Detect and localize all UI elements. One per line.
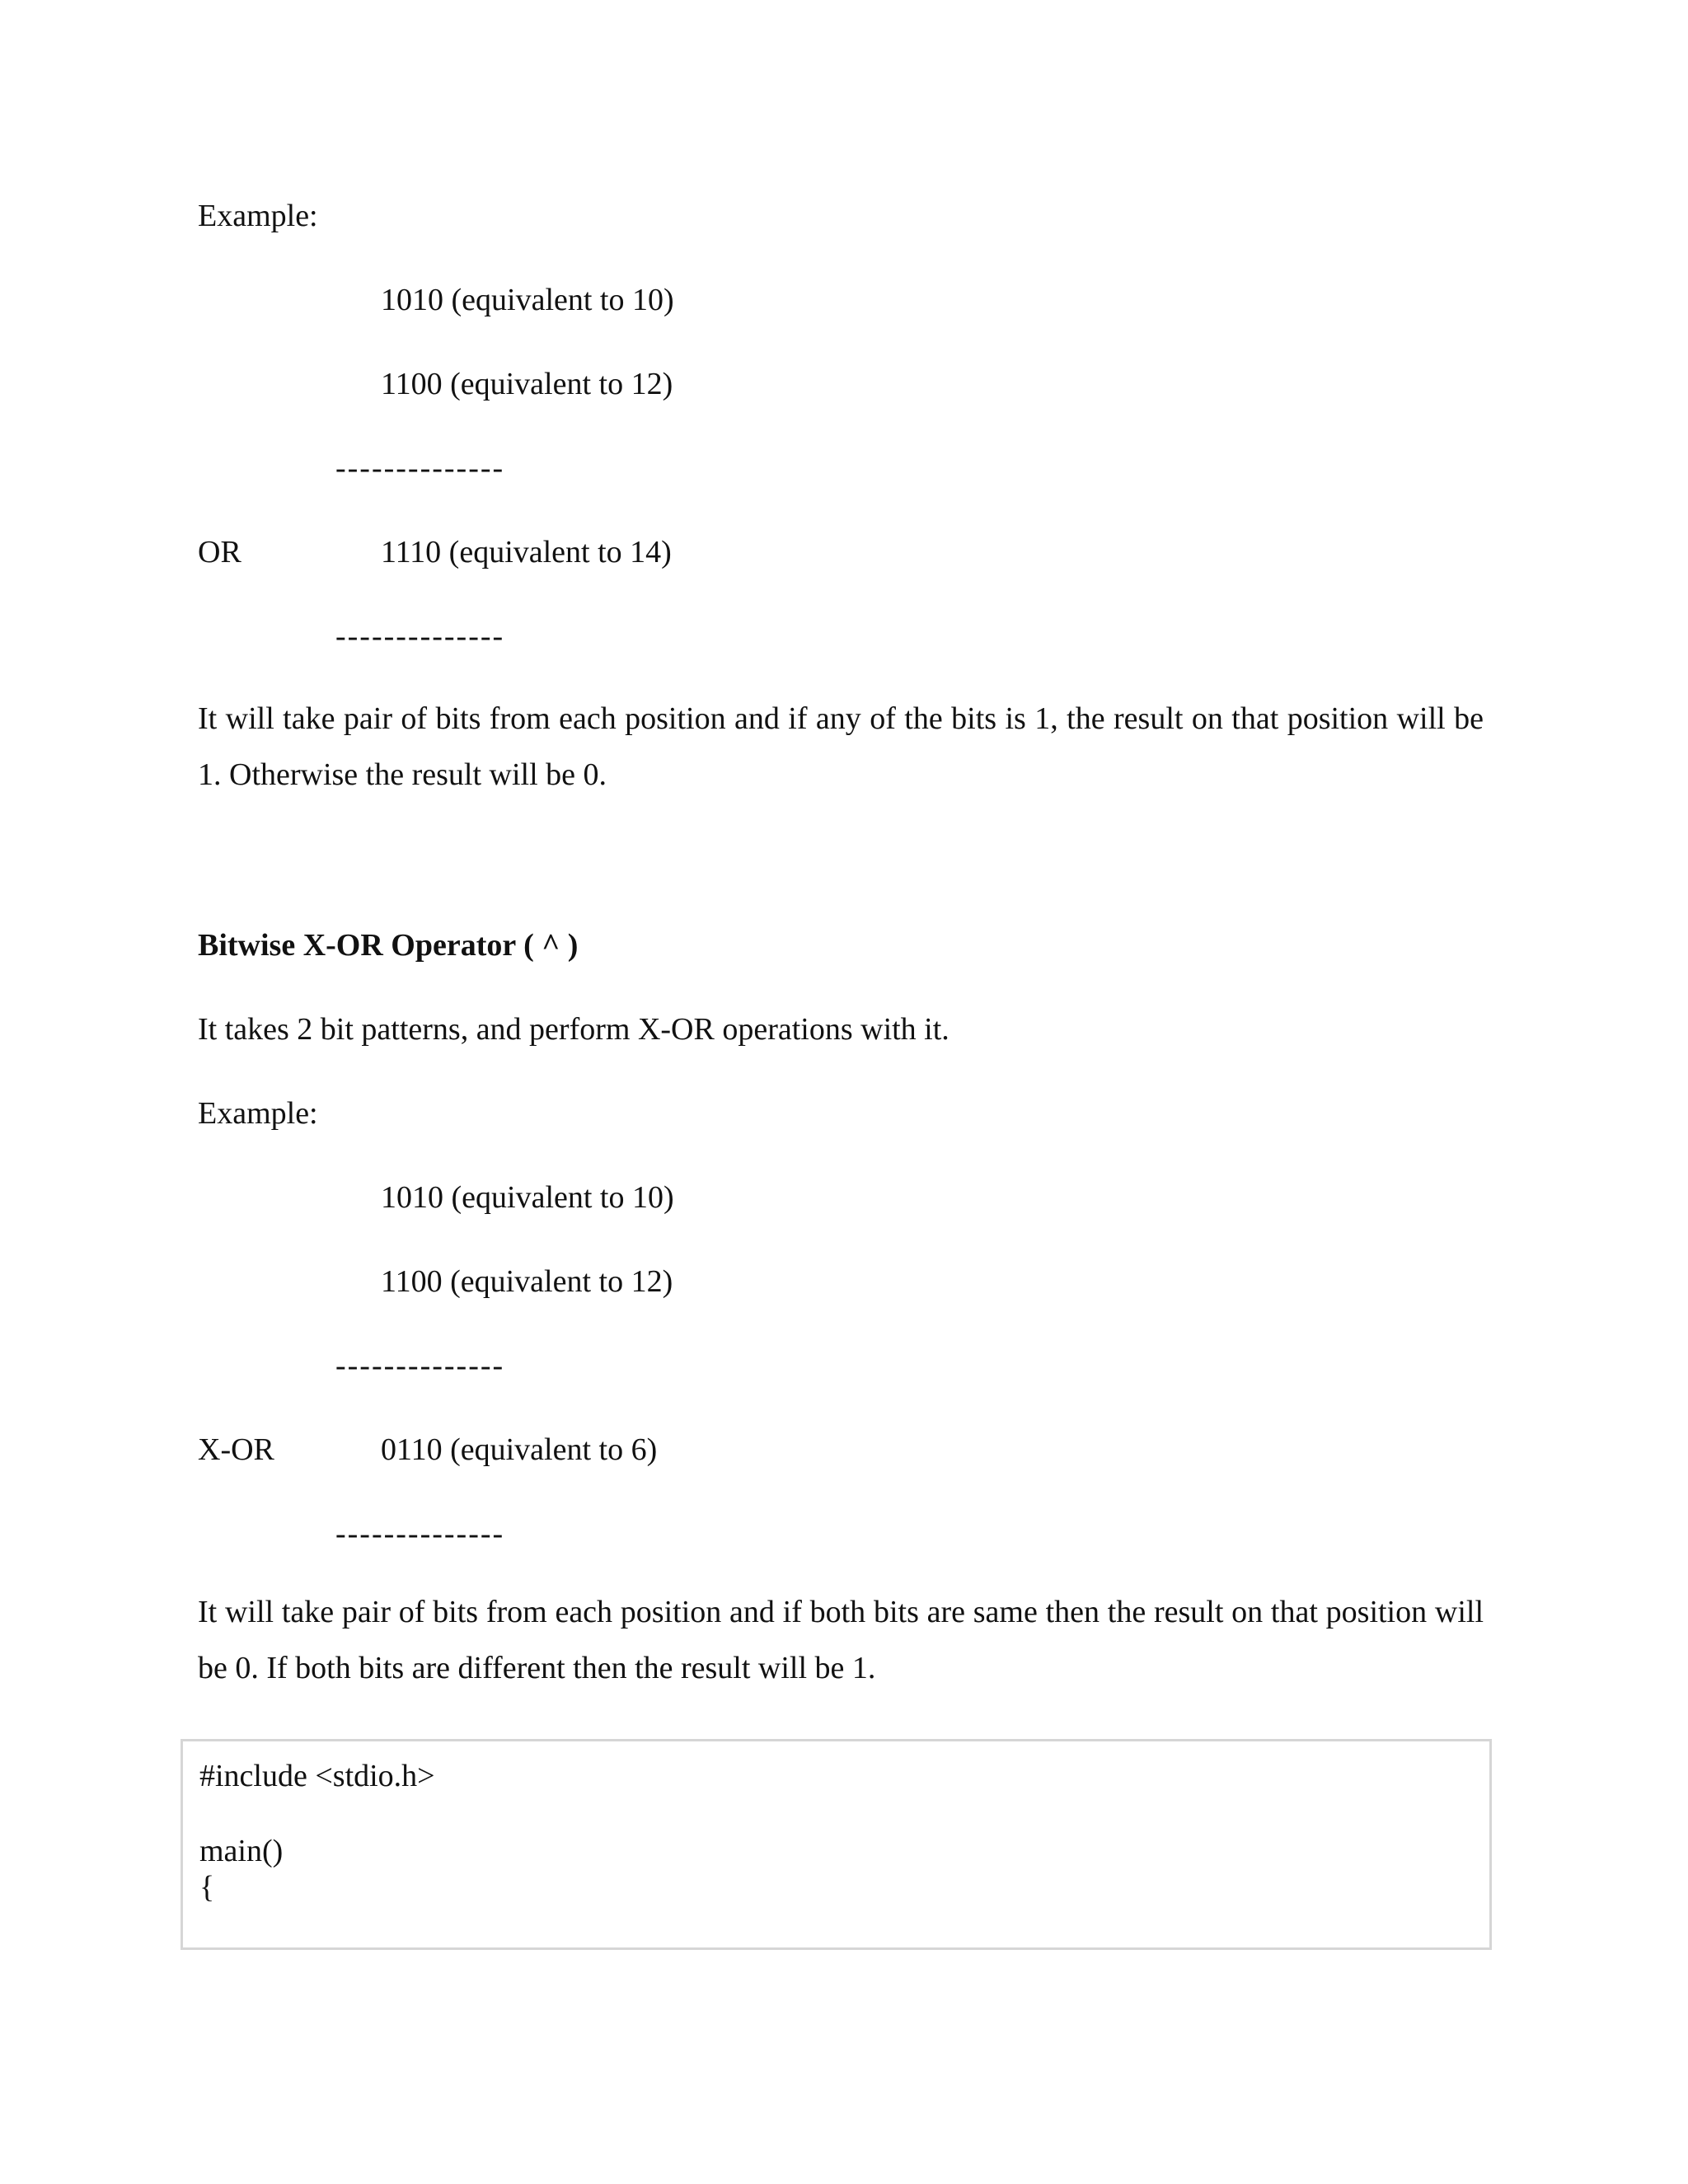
or-divider-top: --------------	[335, 451, 505, 485]
or-operator-label: OR	[198, 535, 241, 569]
xor-result: 0110 (equivalent to 6)	[381, 1432, 658, 1467]
xor-operand-2: 1100 (equivalent to 12)	[381, 1264, 673, 1299]
or-divider-bottom: --------------	[335, 619, 505, 654]
xor-explanation	[198, 1584, 1484, 1696]
xor-example-label: Example:	[198, 1096, 318, 1131]
code-line-include: #include <stdio.h>	[199, 1759, 435, 1793]
or-example-label: Example:	[198, 199, 318, 233]
xor-divider-bottom: --------------	[335, 1516, 505, 1551]
xor-operator-label: X-OR	[198, 1432, 274, 1467]
code-block	[181, 1739, 1492, 1950]
or-explanation-text: It will take pair of bits from each position and if any of the bits is 1, the result on that position will be 1. Otherwise the result will be 0.	[198, 701, 1484, 792]
code-line-open-brace: {	[199, 1870, 215, 1905]
or-operand-2: 1100 (equivalent to 12)	[381, 367, 673, 401]
or-operand-1: 1010 (equivalent to 10)	[381, 283, 674, 317]
code-line-main: main()	[199, 1834, 284, 1868]
or-explanation	[198, 691, 1484, 803]
xor-explanation-text: It will take pair of bits from each position and if both bits are same then the result on that position will be 0. If both bits are different then the result will be 1.	[198, 1595, 1484, 1685]
xor-intro: It takes 2 bit patterns, and perform X-OR operations with it.	[198, 1012, 950, 1047]
xor-operand-1: 1010 (equivalent to 10)	[381, 1180, 674, 1215]
xor-divider-top: --------------	[335, 1348, 505, 1383]
xor-heading: Bitwise X-OR Operator ( ^ )	[198, 928, 579, 963]
or-result: 1110 (equivalent to 14)	[381, 535, 672, 569]
